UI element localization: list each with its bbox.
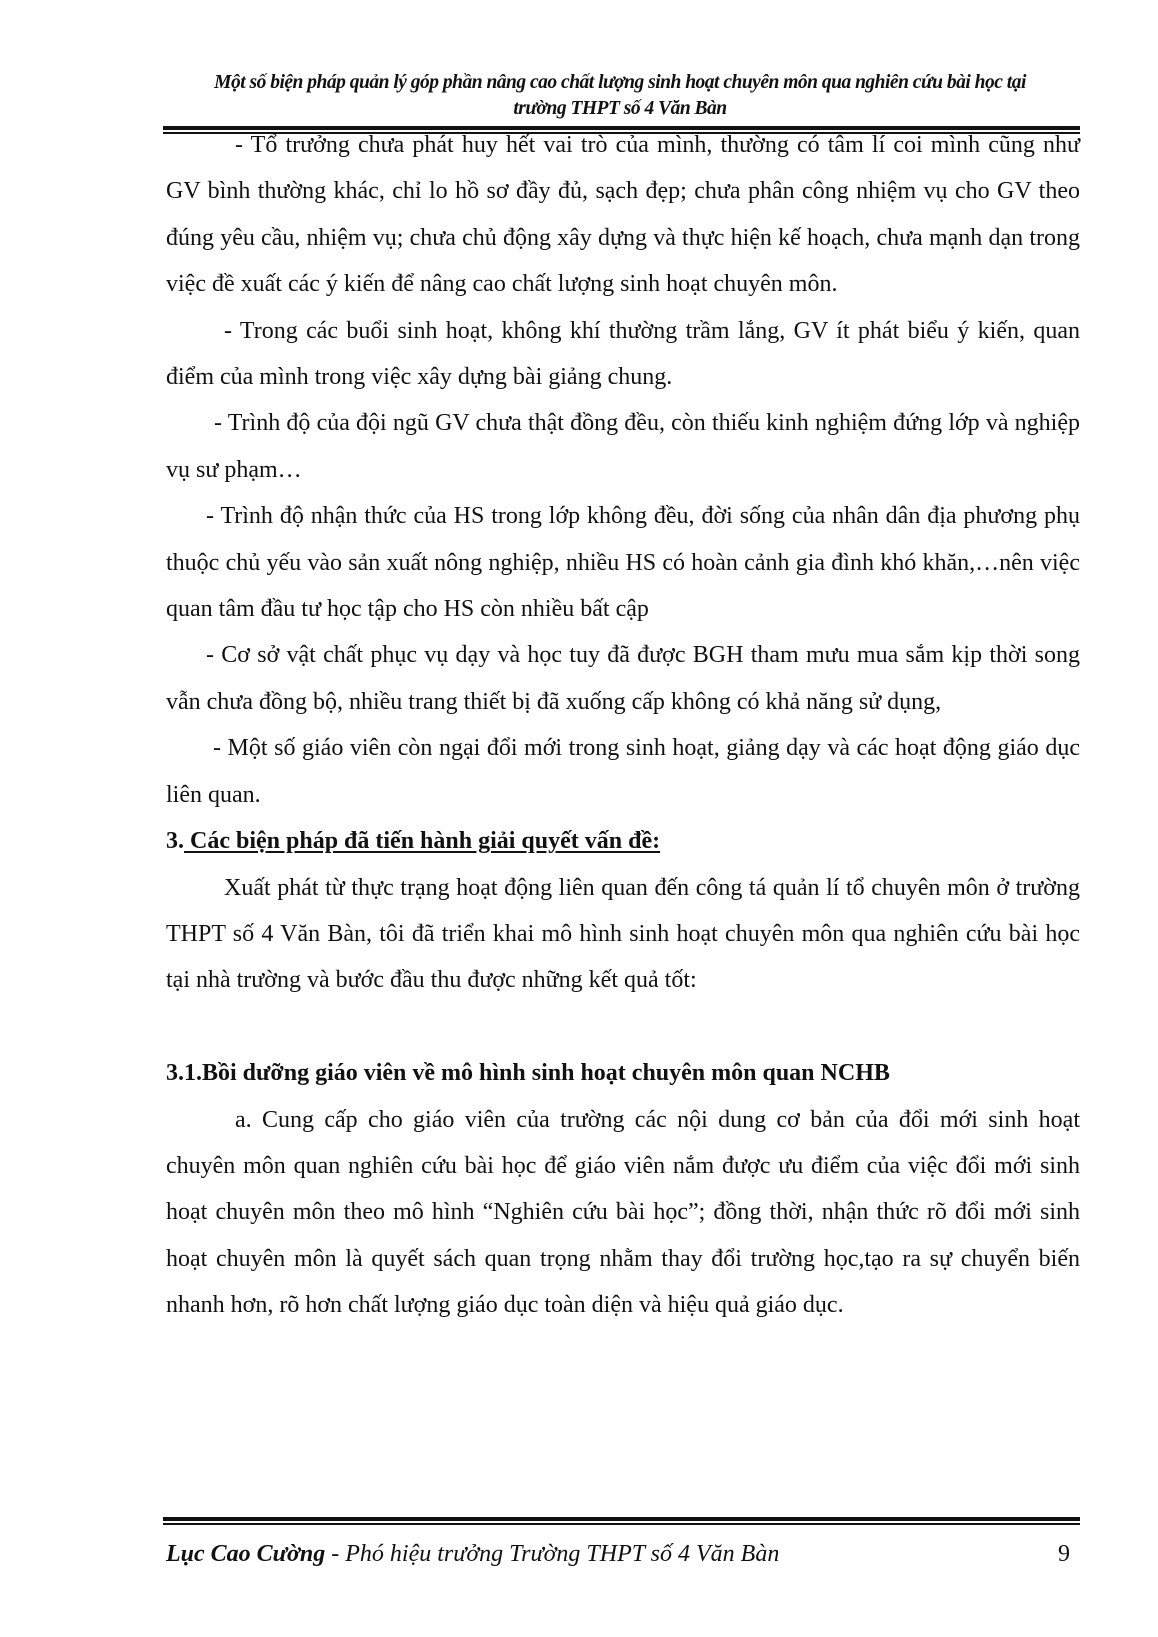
page-number: 9 <box>1058 1541 1070 1567</box>
header-title-line-1: Một số biện pháp quản lý góp phần nâng cao chất lượng sinh hoạt chuyên môn qua nghiên cứu bài học tại <box>214 72 1026 93</box>
header-title-line-2: trường THPT số 4 Văn Bàn <box>513 98 727 119</box>
page-header-title <box>150 70 1090 122</box>
section-3-intro: Xuất phát từ thực trạng hoạt động liên quan đến công tá quản lí tổ chuyên môn ở trường THPT số 4 Văn Bàn, tôi đã triển khai mô hình sinh hoạt chuyên môn qua nghiên cứu bài học tại nhà trường và bước đầu thu được những kết quả tốt: <box>166 874 1080 994</box>
page-footer <box>166 1539 1080 1569</box>
paragraph-team-leader: - Tổ trưởng chưa phát huy hết vai trò của mình, thường có tâm lí coi mình cũng như GV bình thường khác, chỉ lo hồ sơ đầy đủ, sạch đẹp; chưa phân công nhiệm vụ cho GV theo đúng yêu cầu, nhiệm vụ; chưa chủ động xây dựng và thực hiện kế hoạch, chưa mạnh dạn trong việc đề xuất các ý kiến để nâng cao chất lượng sinh hoạt chuyên môn. <box>166 132 1080 298</box>
section-3-heading <box>166 818 1080 864</box>
paragraph-student-level: - Trình độ nhận thức của HS trong lớp không đều, đời sống của nhân dân địa phương phụ thuộc chủ yếu vào sản xuất nông nghiệp, nhiều HS có hoàn cảnh gia đình khó khăn,…nên việc quan tâm đầu tư học tập cho HS còn nhiều bất cập <box>166 503 1080 623</box>
section-3-title: Các biện pháp đã tiến hành giải quyết vấn đề: <box>184 828 661 855</box>
footer-divider <box>163 1517 1080 1525</box>
section-3-number: 3. <box>166 828 184 855</box>
section-3-1-text: a. Cung cấp cho giáo viên của trường các nội dung cơ bản của đổi mới sinh hoạt chuyên môn quan nghiên cứu bài học để giáo viên nắm được ưu điểm của việc đổi mới sinh hoạt chuyên môn theo mô hình “Nghiên cứu bài học”; đồng thời, nhận thức rõ đổi mới sinh hoạt chuyên môn là quyết sách quan trọng nhằm thay đổi trường học,tạo ra sự chuyển biến nhanh hơn, rõ hơn chất lượng giáo dục toàn diện và hiệu quả giáo dục. <box>166 1106 1080 1319</box>
footer-author: Lục Cao Cường <box>166 1541 326 1567</box>
page-body <box>166 122 1080 1329</box>
paragraph-teacher-reluctance: - Một số giáo viên còn ngại đổi mới trong sinh hoạt, giảng dạy và các hoạt động giáo dục liên quan. <box>166 735 1080 808</box>
footer-role: - Phó hiệu trưởng Trường THPT số 4 Văn Bàn <box>325 1541 780 1567</box>
paragraph-facilities: - Cơ sở vật chất phục vụ dạy và học tuy đã được BGH tham mưu mua sắm kịp thời song vẫn chưa đồng bộ, nhiều trang thiết bị đã xuống cấp không có khả năng sử dụng, <box>166 642 1080 715</box>
paragraph-teacher-level: - Trình độ của đội ngũ GV chưa thật đồng đều, còn thiếu kinh nghiệm đứng lớp và nghiệp vụ sư phạm… <box>166 410 1080 483</box>
paragraph-meeting-atmosphere: - Trong các buổi sinh hoạt, không khí thường trầm lắng, GV ít phát biểu ý kiến, quan điểm của mình trong việc xây dựng bài giảng chung. <box>166 317 1080 391</box>
section-3-1-heading: 3.1.Bồi dưỡng giáo viên về mô hình sinh hoạt chuyên môn quan NCHB <box>166 1060 890 1087</box>
